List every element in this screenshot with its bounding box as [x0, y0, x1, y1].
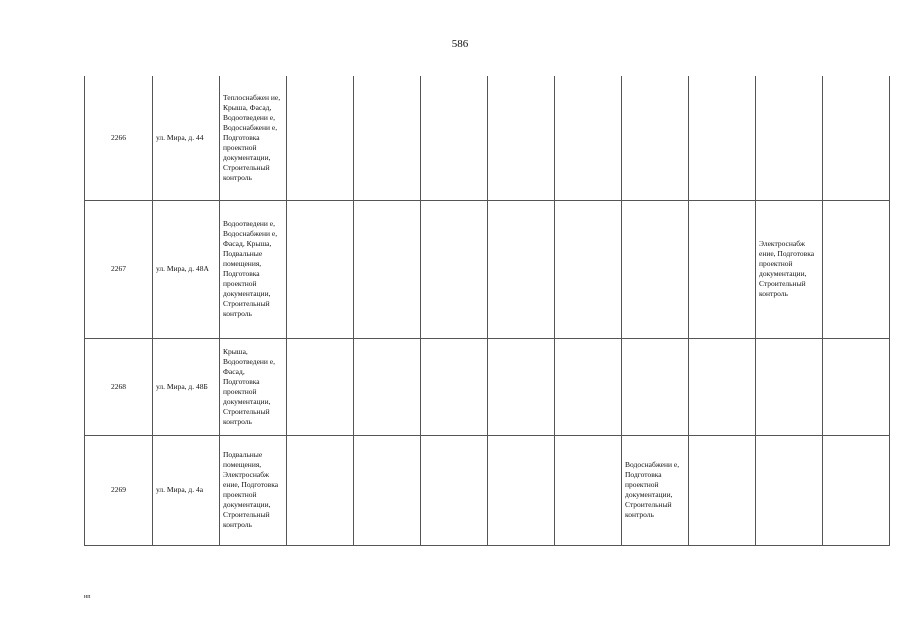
empty-cell [555, 435, 622, 545]
table-row [85, 338, 890, 435]
empty-cell [287, 338, 354, 435]
empty-cell [488, 76, 555, 200]
empty-cell [555, 200, 622, 338]
empty-cell [354, 76, 421, 200]
empty-cell [555, 338, 622, 435]
works-cell-col9: Водоснабжени е, Подготовка проектной документации, Строительный контроль [622, 435, 689, 545]
empty-cell [689, 338, 756, 435]
table-row [85, 200, 890, 338]
table-row [85, 76, 890, 200]
empty-cell [488, 200, 555, 338]
works-cell-col9 [622, 76, 689, 200]
empty-cell [823, 338, 890, 435]
address-cell: ул. Мира, д. 4а [153, 435, 220, 545]
row-number-cell: 2268 [85, 338, 153, 435]
works-cell-col11 [756, 338, 823, 435]
empty-cell [488, 435, 555, 545]
empty-cell [689, 200, 756, 338]
empty-cell [287, 435, 354, 545]
works-cell-col9 [622, 200, 689, 338]
works-cell: Подвальные помещения, Электроснабж ение, Подготовка проектной документации, Строительный контроль [220, 435, 287, 545]
empty-cell [689, 435, 756, 545]
empty-cell [823, 76, 890, 200]
footer-mark: нп [84, 594, 91, 600]
address-cell: ул. Мира, д. 48Б [153, 338, 220, 435]
works-cell-col9 [622, 338, 689, 435]
empty-cell [354, 338, 421, 435]
empty-cell [555, 76, 622, 200]
empty-cell [287, 76, 354, 200]
empty-cell [421, 76, 488, 200]
row-number-cell: 2267 [85, 200, 153, 338]
address-cell: ул. Мира, д. 48А [153, 200, 220, 338]
empty-cell [354, 435, 421, 545]
works-cell-col11 [756, 76, 823, 200]
empty-cell [421, 338, 488, 435]
empty-cell [823, 200, 890, 338]
address-cell: ул. Мира, д. 44 [153, 76, 220, 200]
empty-cell [287, 200, 354, 338]
row-number-cell: 2269 [85, 435, 153, 545]
works-cell: Водоотведени е, Водоснабжени е, Фасад, Крыша, Подвальные помещения, Подготовка проектной документации, Строительный контроль [220, 200, 287, 338]
empty-cell [421, 435, 488, 545]
row-number-cell: 2266 [85, 76, 153, 200]
page-number: 586 [451, 38, 469, 50]
works-cell-col11: Электроснабж ение, Подготовка проектной документации, Строительный контроль [756, 200, 823, 338]
empty-cell [421, 200, 488, 338]
works-cell-col11 [756, 435, 823, 545]
empty-cell [823, 435, 890, 545]
empty-cell [354, 200, 421, 338]
table-row [85, 435, 890, 545]
works-cell: Теплоснабжен ие, Крыша, Фасад, Водоотведени е, Водоснабжени е, Подготовка проектной документации, Строительный контроль [220, 76, 287, 200]
empty-cell [689, 76, 756, 200]
empty-cell [488, 338, 555, 435]
works-cell: Крыша, Водоотведени е, Фасад, Подготовка проектной документации, Строительный контроль [220, 338, 287, 435]
capital-repair-table [84, 76, 890, 546]
